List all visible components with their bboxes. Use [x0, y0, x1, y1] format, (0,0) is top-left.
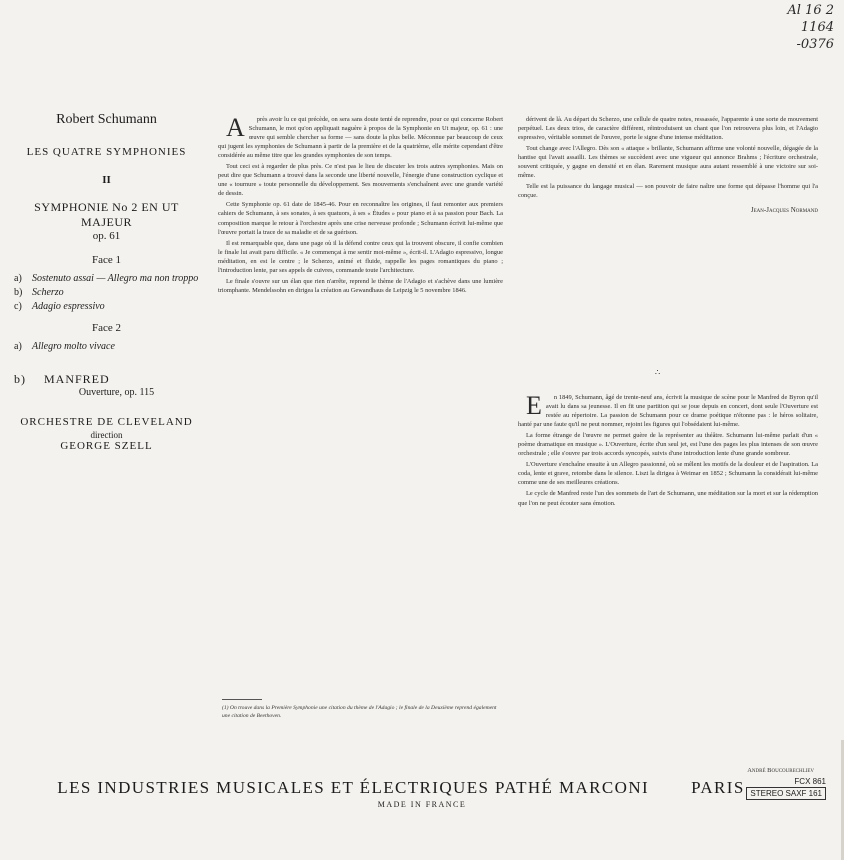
album-title: LES QUATRE SYMPHONIES [26, 146, 187, 158]
handwritten-line: 1164 [800, 20, 834, 35]
paragraph: Telle est la puissance du langage musical — son pouvoir de faire naître une forme qui dépasse l'homme qui l'a conçue. [518, 183, 818, 200]
face-1-heading: Face 1 [91, 254, 121, 266]
paragraph: dérivent de là. Au départ du Scherzo, une cellule de quatre notes, ressassée, l'apparente à une sorte de mouvement perpétuel. Les deux trios, de caractère différent, réintroduisent un chant que l'on retrouvera plus loin, et l'Adagio espressivo, véritable sommet de l'œuvre, porte le signe d'une intense méditation. [518, 116, 818, 142]
paragraph: A près avoir lu ce qui précède, on sera sans doute tenté de reprendre, pour ce qui concerne Robert Schumann, le mot qu'on appliquait naguère à propos de la Symphonie en Ut majeur, op. 61 : une œuvre qui semble chercher sa forme — sans doute la plus belle. Méconnue par beaucoup de ceux qui jugent les symphonies de Schumann à partir de la première et de la quatrième, elle mérite cependant d'être considérée au même titre que les grandes symphonies de son temps. [218, 115, 503, 160]
label-imprint: LES INDUSTRIES MUSICALES ET ÉLECTRIQUES PATHÉ MARCONI PARIS [57, 778, 745, 797]
author-signature: André Boucourechliev [747, 767, 814, 774]
movement-item: c) Adagio espressivo [14, 301, 105, 312]
liner-notes-column-1 [218, 115, 503, 683]
footnote-rule [222, 699, 262, 700]
liner-notes-column-2 [518, 115, 818, 377]
face-2-heading: Face 2 [91, 322, 121, 334]
volume-number: II [102, 174, 111, 186]
paragraph: La forme étrange de l'œuvre ne permet guère de la représenter au théâtre. Schumann lui-même parlait d'un « poème dramatique en musique ». L'Ouverture, écrite d'un seul jet, est l'une des pages les plus intenses de son œuvre orchestrale ; elle s'ouvre par trois accords syncopés, suivis d'une introduction lente d'une grande sombreur. [518, 432, 818, 458]
composer-name: Robert Schumann [56, 112, 157, 127]
movement-item: a) Allegro molto vivace [14, 341, 115, 352]
conductor-name: GEORGE SZELL [60, 440, 153, 452]
handwritten-note [764, 2, 834, 53]
section-separator: ∴ [655, 368, 661, 377]
paragraph: Le finale s'ouvre sur un élan que rien n'arrête, reprend le thème de l'Adagio et s'achève dans une lumière triomphante. Mendelssohn en dirigea la création au Gewandhaus de Leipzig le 5 novembre 1846. [218, 277, 503, 294]
drop-cap: A [226, 115, 245, 142]
stereo-catalog-number: STEREO SAXF 161 [746, 787, 826, 800]
paragraph: Il est remarquable que, dans une page où il la défend contre ceux qui la trouvent obscure, il confie combien le finale lui avait paru difficile. « Je commençai à me sentir moi-même », écrit-il. L'Adagio espressivo, longue méditation, en est le centre ; le Scherzo, animé et fluide, rappelle les pages romantiques du piano ; l'introduction lente, par ses appels de cuivres, commande toute l'architecture. [218, 239, 503, 274]
paragraph: Tout ceci est à regarder de plus près. Ce n'est pas le lieu de discuter les trois autres symphonies. Mais on peut dire que Schumann a trouvé dans la seconde une liberté nouvelle, l'énergie d'une construction cyclique et une « tournure » toute personnelle du développement. Ses mouvements s'enchaînent avec une grande variété de dessin. [218, 163, 503, 198]
drop-cap: E [526, 393, 542, 420]
paragraph: L'Ouverture s'enchaîne ensuite à un Allegro passionné, où se mêlent les motifs de la douleur et de l'aspiration. La coda, lente et grave, retombe dans le silence. Liszt la dirigea à Weimar en 1852 ; Schumann la considérait lui-même comme une de ses meilleures créations. [518, 461, 818, 487]
manfred-overture: Ouverture, op. 115 [78, 387, 155, 398]
liner-notes-column-3 [518, 393, 818, 765]
movement-item: b) Scherzo [14, 287, 64, 298]
direction-label: direction [90, 430, 123, 440]
orchestra-name: ORCHESTRE DE CLEVELAND [20, 416, 193, 428]
handwritten-line: Al 16 2 [787, 3, 834, 18]
symphony-title: SYMPHONIE No 2 EN UT MAJEUR [34, 200, 179, 229]
made-in-label: MADE IN FRANCE [377, 800, 467, 809]
symphony-opus: op. 61 [92, 230, 121, 242]
program-column [14, 112, 199, 452]
footnote: (1) On trouve dans la Première Symphonie une citation du thème de l'Adagio ; le finale de la Deuxième reprend également une citation de Beethoven. [222, 705, 497, 719]
author-signature: Jean-Jacques Normand [750, 206, 818, 215]
catalog-codes [746, 776, 826, 800]
paragraph: E n 1849, Schumann, âgé de trente-neuf ans, écrivit la musique de scène pour le Manfred de Byron qu'il avait lu dans sa jeunesse. Il en fit une partition qui se joue depuis en concert, dont seule l'Ouverture est restée au répertoire. La passion de Schumann pour ce drame poétique n'étonne pas : le héros solitaire, hanté par une faute qu'il ne peut nommer, rejoint les figures qui l'obsédaient lui-même. [518, 393, 818, 429]
catalog-number: FCX 861 [794, 777, 826, 786]
paragraph: Le cycle de Manfred reste l'un des sommets de l'art de Schumann, une méditation sur la mort et sur la rédemption que l'on ne peut écouter sans émotion. [518, 490, 818, 507]
manfred-title: b) MANFRED [14, 372, 110, 386]
paragraph: Cette Symphonie op. 61 date de 1845-46. Pour en reconnaître les origines, il faut remonter aux premiers cahiers de Schumann, à ses sonates, à ses quatuors, à ses « Études » pour piano et à sa passion pour Bach. La composition marque le retour à l'orchestre après une crise nerveuse profonde ; Schumann écrivit lui-même que l'œuvre portait la trace de sa maladie et de sa guérison. [218, 201, 503, 236]
movement-item: a) Sostenuto assai — Allegro ma non troppo [14, 273, 199, 284]
paragraph: Tout change avec l'Allegro. Dès son « attaque » brillante, Schumann affirme une volonté nouvelle, dégagée de la hantise qui l'avait assailli. Les thèmes se succèdent avec une vigueur qui annonce Brahms ; l'écriture orchestrale, souvent critiquée, y gagne en densité et en élan. Rarement musique aura autant ressemblé à une victoire sur soi-même. [518, 145, 818, 180]
handwritten-line: -0376 [796, 37, 834, 52]
